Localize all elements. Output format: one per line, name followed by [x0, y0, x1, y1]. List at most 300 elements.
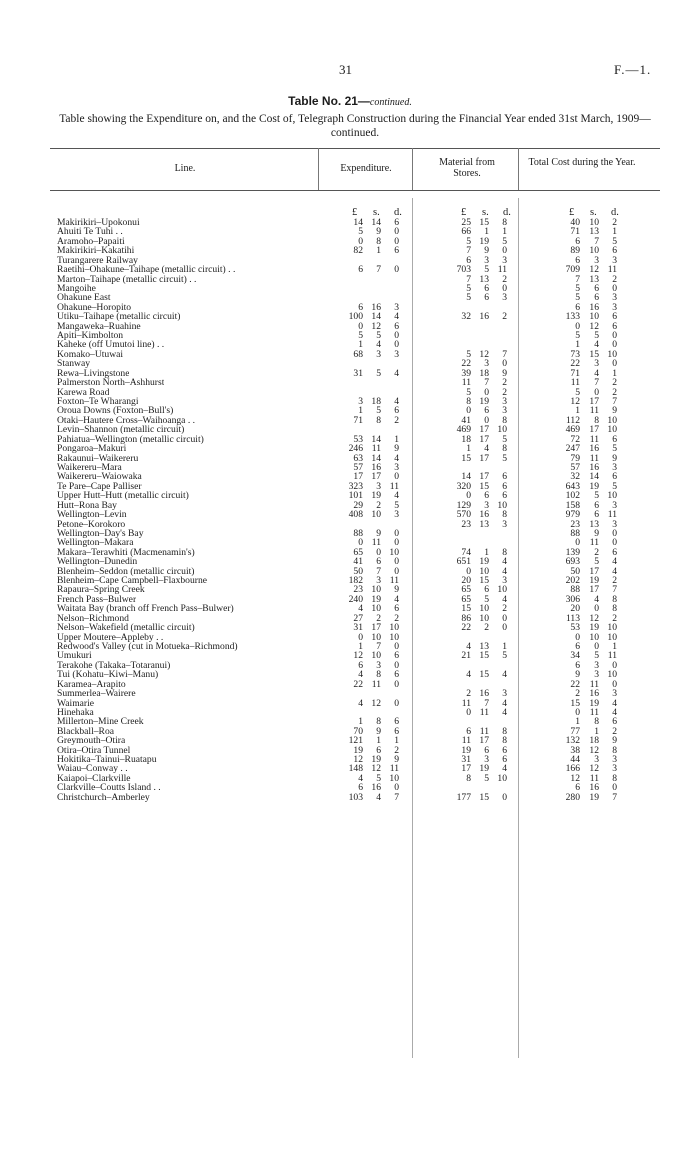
exp-pounds: 100: [348, 311, 363, 323]
tot-shillings: 12: [589, 320, 599, 332]
exp-pounds: 4: [358, 772, 363, 784]
tot-pounds: 132: [565, 735, 580, 747]
mat-pence: 4: [502, 556, 507, 568]
exp-pounds: 29: [353, 499, 363, 511]
exp-pence: 0: [394, 556, 399, 568]
mat-pounds: 22: [461, 622, 471, 634]
exp-pence: 0: [394, 697, 399, 709]
mat-pence: 8: [502, 725, 507, 737]
tot-pounds: 113: [565, 612, 580, 624]
tot-pence: 6: [612, 546, 617, 558]
header-material: Material from Stores.: [439, 157, 495, 179]
mat-pence: 0: [502, 358, 507, 370]
line-name: Wellington–Day's Bay: [57, 528, 144, 539]
tot-pence: 3: [612, 461, 617, 473]
tot-pounds: 88: [570, 584, 580, 596]
mat-shillings: 1: [484, 546, 489, 558]
tot-pence: 11: [607, 509, 617, 521]
tot-shillings: 16: [589, 461, 599, 473]
mat-pence: 6: [502, 480, 507, 492]
table-row: [0, 793, 700, 802]
exp-pence: 0: [394, 565, 399, 577]
tot-pounds: 34: [570, 650, 580, 662]
line-name: Pongaroa–Makuri: [57, 444, 127, 454]
tot-shillings: 16: [589, 782, 599, 794]
mat-shillings: 6: [484, 405, 489, 417]
unit-pence-mat: d.: [503, 207, 511, 218]
tot-pounds: 133: [565, 311, 580, 323]
tot-shillings: 2: [594, 546, 599, 558]
exp-pounds: 27: [353, 612, 363, 624]
tot-pence: 4: [612, 706, 617, 718]
tot-pence: 9: [612, 735, 617, 747]
tot-pounds: 247: [565, 443, 580, 455]
mat-pounds: 39: [461, 367, 471, 379]
unit-shillings-exp: s.: [373, 207, 380, 218]
line-name: Clarkville–Coutts Island . .: [57, 783, 161, 793]
tot-shillings: 11: [589, 537, 599, 549]
mat-pence: 4: [502, 593, 507, 605]
exp-pence: 0: [394, 678, 399, 690]
header-top-rule: [50, 148, 660, 149]
tot-shillings: 7: [594, 377, 599, 389]
tot-pounds: 1: [575, 716, 580, 728]
tot-shillings: 11: [589, 772, 599, 784]
exp-shillings: 7: [376, 640, 381, 652]
mat-shillings: 16: [479, 311, 489, 323]
tot-shillings: 19: [589, 622, 599, 634]
exp-pence: 4: [394, 490, 399, 502]
mat-pounds: 5: [466, 348, 471, 360]
tot-shillings: 12: [589, 612, 599, 624]
exp-shillings: 8: [376, 716, 381, 728]
tot-shillings: 16: [589, 688, 599, 700]
exp-pounds: 0: [358, 320, 363, 332]
exp-pence: 6: [394, 603, 399, 615]
tot-pence: 11: [607, 650, 617, 662]
exp-pence: 10: [389, 772, 399, 784]
mat-pounds: 18: [461, 433, 471, 445]
mat-shillings: 15: [479, 575, 489, 587]
tot-pounds: 0: [575, 631, 580, 643]
exp-shillings: 3: [376, 659, 381, 671]
mat-pence: 10: [497, 584, 507, 596]
exp-pounds: 14: [353, 217, 363, 228]
mat-pounds: 177: [456, 791, 471, 803]
exp-pounds: 240: [348, 593, 363, 605]
exp-pounds: 3: [358, 396, 363, 408]
header-total: Total Cost during the Year.: [528, 157, 636, 168]
tot-pounds: 139: [565, 546, 580, 558]
mat-pence: 4: [502, 669, 507, 681]
mat-shillings: 10: [479, 565, 489, 577]
tot-shillings: 6: [594, 509, 599, 521]
mat-shillings: 11: [479, 725, 489, 737]
tot-shillings: 13: [589, 226, 599, 238]
tot-pounds: 12: [570, 396, 580, 408]
mat-pence: 8: [502, 217, 507, 228]
mat-pence: 5: [502, 235, 507, 247]
mat-pence: 4: [502, 706, 507, 718]
unit-pounds-tot: £: [569, 207, 575, 218]
mat-pounds: 74: [461, 546, 471, 558]
exp-pounds: 70: [353, 725, 363, 737]
mat-pounds: 0: [466, 405, 471, 417]
exp-pence: 0: [394, 235, 399, 247]
tot-pence: 0: [612, 678, 617, 690]
exp-pence: 10: [389, 622, 399, 634]
line-name: Karamea–Arapito: [57, 679, 126, 690]
tot-pence: 6: [612, 716, 617, 728]
mat-pounds: 5: [466, 292, 471, 304]
mat-pence: 8: [502, 546, 507, 558]
exp-pounds: 31: [353, 622, 363, 634]
mat-pounds: 65: [461, 584, 471, 596]
exp-pounds: 408: [348, 509, 363, 521]
mat-shillings: 15: [479, 217, 489, 228]
exp-pounds: 1: [358, 640, 363, 652]
tot-pence: 2: [612, 575, 617, 587]
line-name: Waitata Bay (branch off French Pass–Bulwer): [57, 604, 234, 614]
exp-pounds: 31: [353, 367, 363, 379]
exp-pounds: 0: [358, 235, 363, 247]
tot-pounds: 15: [570, 697, 580, 709]
exp-pounds: 50: [353, 565, 363, 577]
exp-shillings: 19: [371, 490, 381, 502]
line-name: Summerlea–Wairere: [57, 689, 136, 699]
mat-pence: 3: [502, 575, 507, 587]
mat-pounds: 31: [461, 754, 471, 766]
mat-shillings: 6: [484, 292, 489, 304]
tot-pence: 2: [612, 386, 617, 398]
exp-shillings: 5: [376, 405, 381, 417]
mat-shillings: 6: [484, 744, 489, 756]
exp-shillings: 12: [371, 697, 381, 709]
header-divider-3: [518, 148, 519, 190]
mat-shillings: 15: [479, 480, 489, 492]
exp-pounds: 17: [353, 471, 363, 483]
tot-pence: 10: [607, 414, 617, 426]
line-name: Otira–Otira Tunnel: [57, 745, 131, 756]
mat-shillings: 12: [479, 348, 489, 360]
tot-shillings: 3: [594, 669, 599, 681]
line-name: Terakohe (Takaka–Totaranui): [57, 660, 171, 671]
tot-pence: 3: [612, 254, 617, 266]
exp-pounds: 63: [353, 452, 363, 464]
exp-pence: 0: [394, 264, 399, 276]
tot-shillings: 6: [594, 282, 599, 294]
mat-pence: 6: [502, 754, 507, 766]
exp-shillings: 4: [376, 339, 381, 351]
tot-pence: 1: [612, 640, 617, 652]
mat-pence: 11: [497, 264, 507, 276]
exp-pence: 7: [394, 791, 399, 803]
tot-pence: 3: [612, 292, 617, 304]
mat-pounds: 11: [461, 377, 471, 389]
tot-pounds: 6: [575, 640, 580, 652]
exp-pounds: 6: [358, 659, 363, 671]
tot-pounds: 693: [565, 556, 580, 568]
tot-pounds: 12: [570, 772, 580, 784]
tot-pounds: 20: [570, 603, 580, 615]
mat-shillings: 6: [484, 282, 489, 294]
tot-pence: 3: [612, 499, 617, 511]
mat-pounds: 15: [461, 603, 471, 615]
mat-pounds: 32: [461, 311, 471, 323]
tot-shillings: 3: [594, 358, 599, 370]
line-name: Mangaweka–Ruahine: [57, 321, 141, 332]
table-body: [0, 218, 700, 802]
exp-pence: 10: [389, 631, 399, 643]
line-name: Blackball–Roa: [57, 726, 115, 737]
unit-pounds-mat: £: [461, 207, 467, 218]
tot-shillings: 10: [589, 217, 599, 228]
mat-pounds: 11: [461, 697, 471, 709]
exp-shillings: 8: [376, 235, 381, 247]
tot-pence: 1: [612, 367, 617, 379]
exp-shillings: 8: [376, 669, 381, 681]
mat-pounds: 0: [466, 706, 471, 718]
mat-pence: 5: [502, 650, 507, 662]
exp-pence: 4: [394, 452, 399, 464]
line-name: Te Pare–Cape Palliser: [57, 481, 142, 492]
tot-shillings: 19: [589, 697, 599, 709]
exp-pence: 1: [394, 735, 399, 747]
exp-pounds: 1: [358, 339, 363, 351]
tot-pence: 2: [612, 217, 617, 228]
exp-shillings: 11: [371, 443, 381, 455]
exp-shillings: 12: [371, 320, 381, 332]
tot-pounds: 11: [570, 377, 580, 389]
mat-pence: 4: [502, 763, 507, 775]
exp-pounds: 68: [353, 348, 363, 360]
mat-shillings: 11: [479, 706, 489, 718]
line-name: Wellington–Dunedin: [57, 557, 138, 567]
tot-shillings: 7: [594, 235, 599, 247]
mat-pence: 3: [502, 292, 507, 304]
mat-pence: 8: [502, 735, 507, 747]
tot-pounds: 77: [570, 725, 580, 737]
tot-shillings: 4: [594, 367, 599, 379]
line-name: Oroua Downs (Foxton–Bull's): [57, 406, 174, 416]
mat-pence: 9: [502, 367, 507, 379]
tot-shillings: 0: [594, 603, 599, 615]
mat-pounds: 1: [466, 443, 471, 455]
line-name: Upper Moutere–Appleby . .: [57, 632, 164, 642]
mat-shillings: 19: [479, 556, 489, 568]
mat-shillings: 6: [484, 584, 489, 596]
exp-pounds: 22: [353, 678, 363, 690]
tot-pence: 0: [612, 782, 617, 794]
mat-pounds: 6: [466, 254, 471, 266]
exp-shillings: 14: [371, 311, 381, 323]
tot-shillings: 8: [594, 414, 599, 426]
exp-pounds: 71: [353, 414, 363, 426]
mat-shillings: 17: [479, 452, 489, 464]
tot-pence: 0: [612, 330, 617, 342]
exp-pence: 4: [394, 311, 399, 323]
mat-pence: 2: [502, 377, 507, 389]
line-name: Wellington–Makara: [57, 538, 134, 548]
exp-pence: 0: [394, 640, 399, 652]
line-name: Apiti–Kimbolton: [57, 331, 124, 341]
mat-pence: 4: [502, 697, 507, 709]
mat-pence: 8: [502, 509, 507, 521]
tot-pence: 3: [612, 688, 617, 700]
exp-pence: 0: [394, 471, 399, 483]
exp-shillings: 7: [376, 565, 381, 577]
mat-pounds: 469: [456, 424, 471, 436]
tot-pounds: 9: [575, 669, 580, 681]
document-reference: F.—1.: [614, 62, 652, 77]
mat-pence: 2: [502, 386, 507, 398]
exp-shillings: 11: [371, 678, 381, 690]
exp-shillings: 7: [376, 264, 381, 276]
mat-pounds: 41: [461, 414, 471, 426]
mat-pence: 10: [497, 424, 507, 436]
line-name: Nelson–Richmond: [57, 613, 129, 624]
tot-pounds: 469: [565, 424, 580, 436]
exp-pence: 2: [394, 414, 399, 426]
line-name: Turangarere Railway: [57, 255, 138, 266]
tot-shillings: 11: [589, 678, 599, 690]
exp-pounds: 12: [353, 650, 363, 662]
tot-pence: 2: [612, 273, 617, 285]
tot-pence: 5: [612, 443, 617, 455]
mat-shillings: 0: [484, 386, 489, 398]
tot-pounds: 0: [575, 537, 580, 549]
tot-pounds: 1: [575, 405, 580, 417]
tot-pence: 7: [612, 791, 617, 803]
tot-pence: 8: [612, 603, 617, 615]
tot-pounds: 5: [575, 330, 580, 342]
mat-pence: 7: [502, 348, 507, 360]
exp-shillings: 14: [371, 452, 381, 464]
mat-pounds: 22: [461, 358, 471, 370]
tot-pence: 4: [612, 565, 617, 577]
line-name: Redwood's Valley (cut in Motueka–Richmond): [57, 641, 238, 652]
tot-pence: 10: [607, 348, 617, 360]
table-title-text: Table No. 21—: [288, 94, 370, 108]
tot-pence: 6: [612, 311, 617, 323]
exp-pence: 11: [389, 575, 399, 587]
tot-shillings: 12: [589, 264, 599, 276]
line-name: Tui (Kohatu–Kiwi–Manu): [57, 670, 159, 680]
tot-pence: 9: [612, 452, 617, 464]
exp-shillings: 16: [371, 301, 381, 313]
mat-pounds: 0: [466, 490, 471, 502]
line-name: Greymouth–Otira: [57, 736, 126, 746]
table-subtitle: Table showing the Expenditure on, and the Cost of, Telegraph Construction during the Financial Year ended 31st March, 1909—continued.: [59, 113, 651, 139]
exp-pence: 10: [389, 546, 399, 558]
tot-pence: 4: [612, 697, 617, 709]
mat-pence: 1: [502, 640, 507, 652]
exp-pence: 5: [394, 499, 399, 511]
tot-pence: 0: [612, 282, 617, 294]
exp-shillings: 10: [371, 584, 381, 596]
tot-shillings: 0: [594, 386, 599, 398]
tot-pence: 8: [612, 744, 617, 756]
exp-pence: 3: [394, 461, 399, 473]
mat-shillings: 19: [479, 235, 489, 247]
exp-pence: 0: [394, 226, 399, 238]
mat-pounds: 4: [466, 669, 471, 681]
tot-pounds: 40: [570, 217, 580, 228]
tot-shillings: 17: [589, 584, 599, 596]
tot-shillings: 19: [589, 480, 599, 492]
tot-pounds: 643: [565, 480, 580, 492]
mat-shillings: 15: [479, 650, 489, 662]
mat-shillings: 15: [479, 669, 489, 681]
line-name: Blenheim–Seddon (metallic circuit): [57, 566, 195, 577]
tot-pounds: 71: [570, 226, 580, 238]
tot-pounds: 38: [570, 744, 580, 756]
mat-shillings: 1: [484, 226, 489, 238]
exp-pounds: 12: [353, 754, 363, 766]
tot-shillings: 9: [594, 527, 599, 539]
exp-pounds: 1: [358, 716, 363, 728]
exp-shillings: 5: [376, 367, 381, 379]
line-name: Otaki–Hautere Cross–Waihoanga . .: [57, 415, 196, 426]
line-name: Umukuri: [57, 651, 92, 661]
exp-pounds: 6: [358, 782, 363, 794]
exp-pence: 0: [394, 527, 399, 539]
tot-pounds: 7: [575, 273, 580, 285]
tot-pence: 6: [612, 320, 617, 332]
tot-pence: 2: [612, 612, 617, 624]
tot-shillings: 19: [589, 791, 599, 803]
tot-pence: 5: [612, 480, 617, 492]
tot-pounds: 6: [575, 235, 580, 247]
tot-pounds: 280: [565, 791, 580, 803]
line-name: Nelson–Wakefield (metallic circuit): [57, 623, 195, 633]
mat-pounds: 129: [456, 499, 471, 511]
exp-pence: 4: [394, 396, 399, 408]
exp-shillings: 0: [376, 546, 381, 558]
exp-pence: 6: [394, 669, 399, 681]
tot-shillings: 1: [594, 725, 599, 737]
tot-pence: 3: [612, 301, 617, 313]
mat-pence: 3: [502, 405, 507, 417]
mat-pounds: 4: [466, 640, 471, 652]
mat-pence: 0: [502, 622, 507, 634]
mat-pence: 0: [502, 282, 507, 294]
tot-pence: 3: [612, 518, 617, 530]
tot-pence: 2: [612, 377, 617, 389]
mat-shillings: 0: [484, 414, 489, 426]
tot-pounds: 5: [575, 292, 580, 304]
tot-shillings: 0: [594, 640, 599, 652]
exp-shillings: 5: [376, 772, 381, 784]
exp-shillings: 14: [371, 433, 381, 445]
tot-pounds: 306: [565, 593, 580, 605]
exp-pounds: 0: [358, 537, 363, 549]
exp-pounds: 182: [348, 575, 363, 587]
tot-pence: 10: [607, 631, 617, 643]
exp-pence: 2: [394, 744, 399, 756]
mat-shillings: 17: [479, 735, 489, 747]
exp-shillings: 18: [371, 396, 381, 408]
line-name: Rapaura–Spring Creek: [57, 585, 145, 595]
exp-pounds: 323: [348, 480, 363, 492]
tot-pence: 10: [607, 622, 617, 634]
line-name: Pahiatua–Wellington (metallic circuit): [57, 434, 204, 445]
exp-pence: 0: [394, 659, 399, 671]
tot-pounds: 2: [575, 688, 580, 700]
tot-shillings: 4: [594, 339, 599, 351]
tot-pence: 5: [612, 235, 617, 247]
mat-pence: 0: [502, 791, 507, 803]
